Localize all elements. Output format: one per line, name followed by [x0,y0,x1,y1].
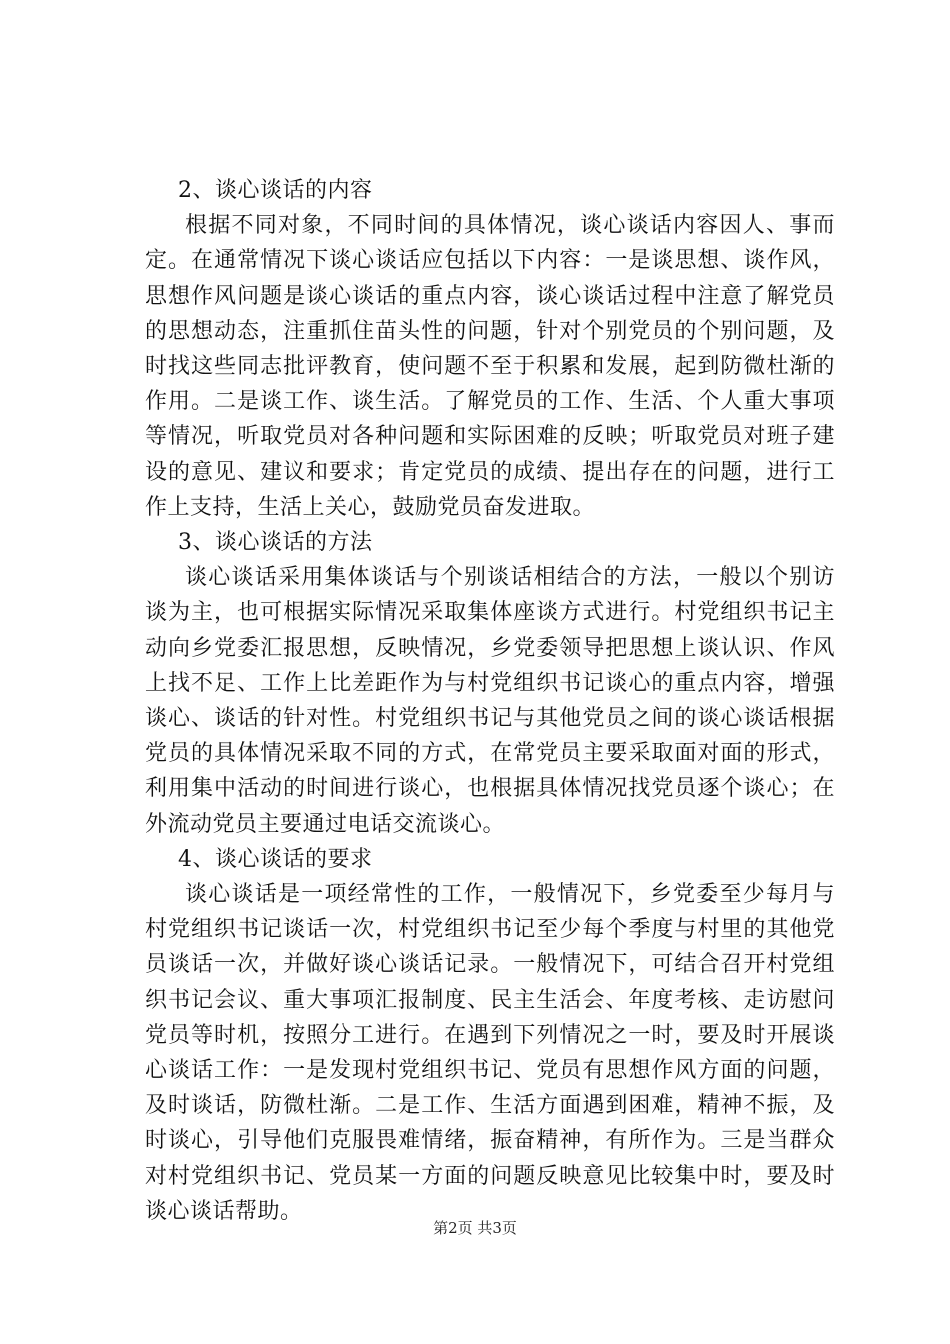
document-body [145,173,835,1229]
section-heading: 4、谈心谈话的要求 [178,846,373,872]
section-heading: 3、谈心谈话的方法 [178,530,373,556]
section-heading: 2、谈心谈话的内容 [178,178,373,203]
section-paragraph: 谈心谈话是一项经常性的工作，一般情况下，乡党委至少每月与村党组织书记谈话一次，村党组织书记至少每个季度与村里的其他党员谈话一次，并做好谈心谈话记录。一般情况下，可结合召开村党组织书记会议、重大事项汇报制度、民主生活会、年度考核、走访慰问党员等时机，按照分工进行。在遇到下列情况之一时，要及时开展谈心谈话工作：一是发现村党组织书记、党员有思想作风方面的问题，及时谈话，防微杜渐。二是工作、生活方面遇到困难，精神不振，及时谈心，引导他们克服畏难情绪，振奋精神，有所作为。三是当群众对村党组织书记、党员某一方面的问题反映意见比较集中时，要及时谈心谈话帮助。 [145,882,835,1224]
page-number-footer: 第2页 共3页 [433,1219,517,1237]
section-paragraph: 根据不同对象，不同时间的具体情况，谈心谈话内容因人、事而定。在通常情况下谈心谈话应包括以下内容：一是谈思想、谈作风，思想作风问题是谈心谈话的重点内容，谈心谈话过程中注意了解党员的思想动态，注重抓住苗头性的问题，针对个别党员的个别问题，及时找这些同志批评教育，使问题不至于积累和发展，起到防微杜渐的作用。二是谈工作、谈生活。了解党员的工作、生活、个人重大事项等情况，听取党员对各种问题和实际困难的反映；听取党员对班子建设的意见、建议和要求；肯定党员的成绩、提出存在的问题，进行工作上支持，生活上关心，鼓励党员奋发进取。 [145,213,835,520]
section-paragraph: 谈心谈话采用集体谈话与个别谈话相结合的方法，一般以个别访谈为主，也可根据实际情况采取集体座谈方式进行。村党组织书记主动向乡党委汇报思想，反映情况，乡党委领导把思想上谈认识、作风上找不足、工作上比差距作为与村党组织书记谈心的重点内容，增强谈心、谈话的针对性。村党组织书记与其他党员之间的谈心谈话根据党员的具体情况采取不同的方式，在常党员主要采取面对面的形式，利用集中活动的时间进行谈心，也根据具体情况找党员逐个谈心；在外流动党员主要通过电话交流谈心。 [145,565,835,837]
